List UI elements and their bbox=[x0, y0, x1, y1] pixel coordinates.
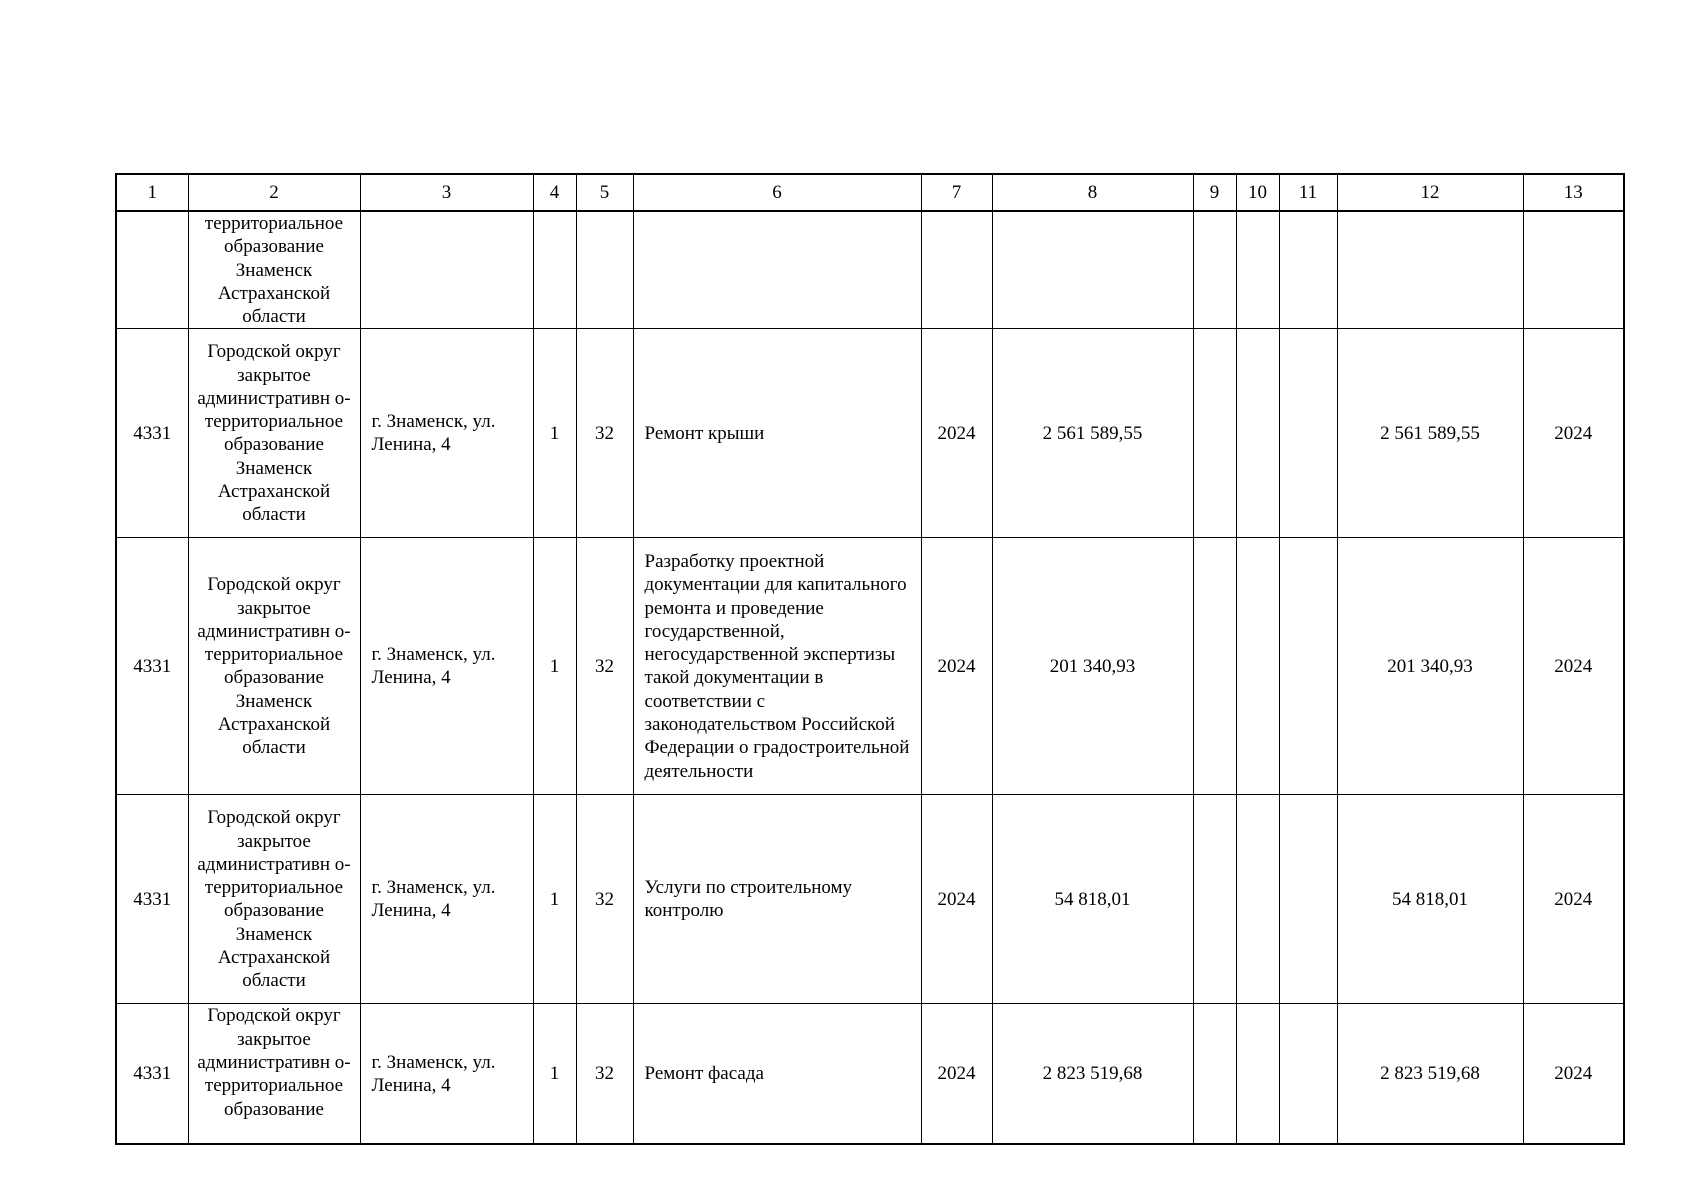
col5-cell: 32 bbox=[576, 538, 633, 795]
cost-cell: 2 561 589,55 bbox=[992, 329, 1193, 538]
address-cell: г. Знаменск, ул. Ленина, 4 bbox=[360, 538, 533, 795]
col12-cell: 201 340,93 bbox=[1337, 538, 1523, 795]
year-cell: 2024 bbox=[921, 1004, 992, 1145]
municipality-cell: Городской округ закрытое административн о-территориальное образование Знаменск Астраханской области bbox=[188, 329, 360, 538]
continuation-row bbox=[116, 211, 1624, 329]
empty-cell bbox=[1523, 211, 1624, 329]
column-number-row bbox=[116, 174, 1624, 211]
column-number: 3 bbox=[360, 174, 533, 211]
work-type-cell: Ремонт фасада bbox=[633, 1004, 921, 1145]
empty-cell bbox=[1236, 211, 1279, 329]
column-number: 10 bbox=[1236, 174, 1279, 211]
municipality-cell: Городской округ закрытое административн о-территориальное образование Знаменск Астраханской области bbox=[188, 795, 360, 1004]
column-number: 12 bbox=[1337, 174, 1523, 211]
row-code: 4331 bbox=[116, 329, 188, 538]
year-cell: 2024 bbox=[921, 795, 992, 1004]
empty-cell bbox=[1193, 211, 1236, 329]
empty-cell bbox=[360, 211, 533, 329]
empty-cell bbox=[116, 211, 188, 329]
col11-cell bbox=[1279, 795, 1337, 1004]
col10-cell bbox=[1236, 538, 1279, 795]
col12-cell: 2 823 519,68 bbox=[1337, 1004, 1523, 1145]
col4-cell: 1 bbox=[533, 795, 576, 1004]
col9-cell bbox=[1193, 329, 1236, 538]
empty-cell bbox=[992, 211, 1193, 329]
empty-cell bbox=[533, 211, 576, 329]
table-row bbox=[116, 329, 1624, 538]
municipality-text: территориальное образование Знаменск Астраханской области bbox=[204, 213, 344, 328]
municipality-text: Городской округ закрытое административн о-территориальное образование bbox=[197, 1005, 351, 1120]
col13-cell: 2024 bbox=[1523, 538, 1624, 795]
column-number: 5 bbox=[576, 174, 633, 211]
empty-cell bbox=[576, 211, 633, 329]
col13-cell: 2024 bbox=[1523, 1004, 1624, 1145]
column-number: 9 bbox=[1193, 174, 1236, 211]
empty-cell bbox=[921, 211, 992, 329]
column-number: 13 bbox=[1523, 174, 1624, 211]
column-number: 4 bbox=[533, 174, 576, 211]
column-number: 6 bbox=[633, 174, 921, 211]
col12-cell: 2 561 589,55 bbox=[1337, 329, 1523, 538]
col4-cell: 1 bbox=[533, 329, 576, 538]
col4-cell: 1 bbox=[533, 1004, 576, 1145]
cost-cell: 201 340,93 bbox=[992, 538, 1193, 795]
col11-cell bbox=[1279, 1004, 1337, 1145]
empty-cell bbox=[1337, 211, 1523, 329]
work-type-cell: Ремонт крыши bbox=[633, 329, 921, 538]
municipality-cell bbox=[188, 211, 360, 329]
col11-cell bbox=[1279, 538, 1337, 795]
year-cell: 2024 bbox=[921, 329, 992, 538]
capital-repair-table bbox=[115, 173, 1625, 1145]
col5-cell: 32 bbox=[576, 1004, 633, 1145]
work-type-cell: Услуги по строительному контролю bbox=[633, 795, 921, 1004]
col9-cell bbox=[1193, 1004, 1236, 1145]
address-cell: г. Знаменск, ул. Ленина, 4 bbox=[360, 795, 533, 1004]
col13-cell: 2024 bbox=[1523, 329, 1624, 538]
cost-cell: 54 818,01 bbox=[992, 795, 1193, 1004]
column-number: 7 bbox=[921, 174, 992, 211]
col5-cell: 32 bbox=[576, 329, 633, 538]
col9-cell bbox=[1193, 795, 1236, 1004]
year-cell: 2024 bbox=[921, 538, 992, 795]
col10-cell bbox=[1236, 1004, 1279, 1145]
municipality-cell: Городской округ закрытое административн о-территориальное образование Знаменск Астраханской области bbox=[188, 538, 360, 795]
table-row bbox=[116, 538, 1624, 795]
col10-cell bbox=[1236, 329, 1279, 538]
col5-cell: 32 bbox=[576, 795, 633, 1004]
column-number: 1 bbox=[116, 174, 188, 211]
table-row bbox=[116, 795, 1624, 1004]
work-type-cell: Разработку проектной документации для капитального ремонта и проведение государственной, негосударственной экспертизы такой документации в соответствии с законодательством Российской Федерации о градостроительной деятельности bbox=[633, 538, 921, 795]
col12-cell: 54 818,01 bbox=[1337, 795, 1523, 1004]
row-code: 4331 bbox=[116, 538, 188, 795]
table-row bbox=[116, 1004, 1624, 1145]
row-code: 4331 bbox=[116, 795, 188, 1004]
col4-cell: 1 bbox=[533, 538, 576, 795]
empty-cell bbox=[1279, 211, 1337, 329]
address-cell: г. Знаменск, ул. Ленина, 4 bbox=[360, 1004, 533, 1145]
municipality-cell bbox=[188, 1004, 360, 1145]
address-cell: г. Знаменск, ул. Ленина, 4 bbox=[360, 329, 533, 538]
col10-cell bbox=[1236, 795, 1279, 1004]
column-number: 8 bbox=[992, 174, 1193, 211]
row-code: 4331 bbox=[116, 1004, 188, 1145]
column-number: 2 bbox=[188, 174, 360, 211]
empty-cell bbox=[633, 211, 921, 329]
col13-cell: 2024 bbox=[1523, 795, 1624, 1004]
column-number: 11 bbox=[1279, 174, 1337, 211]
col9-cell bbox=[1193, 538, 1236, 795]
cost-cell: 2 823 519,68 bbox=[992, 1004, 1193, 1145]
col11-cell bbox=[1279, 329, 1337, 538]
